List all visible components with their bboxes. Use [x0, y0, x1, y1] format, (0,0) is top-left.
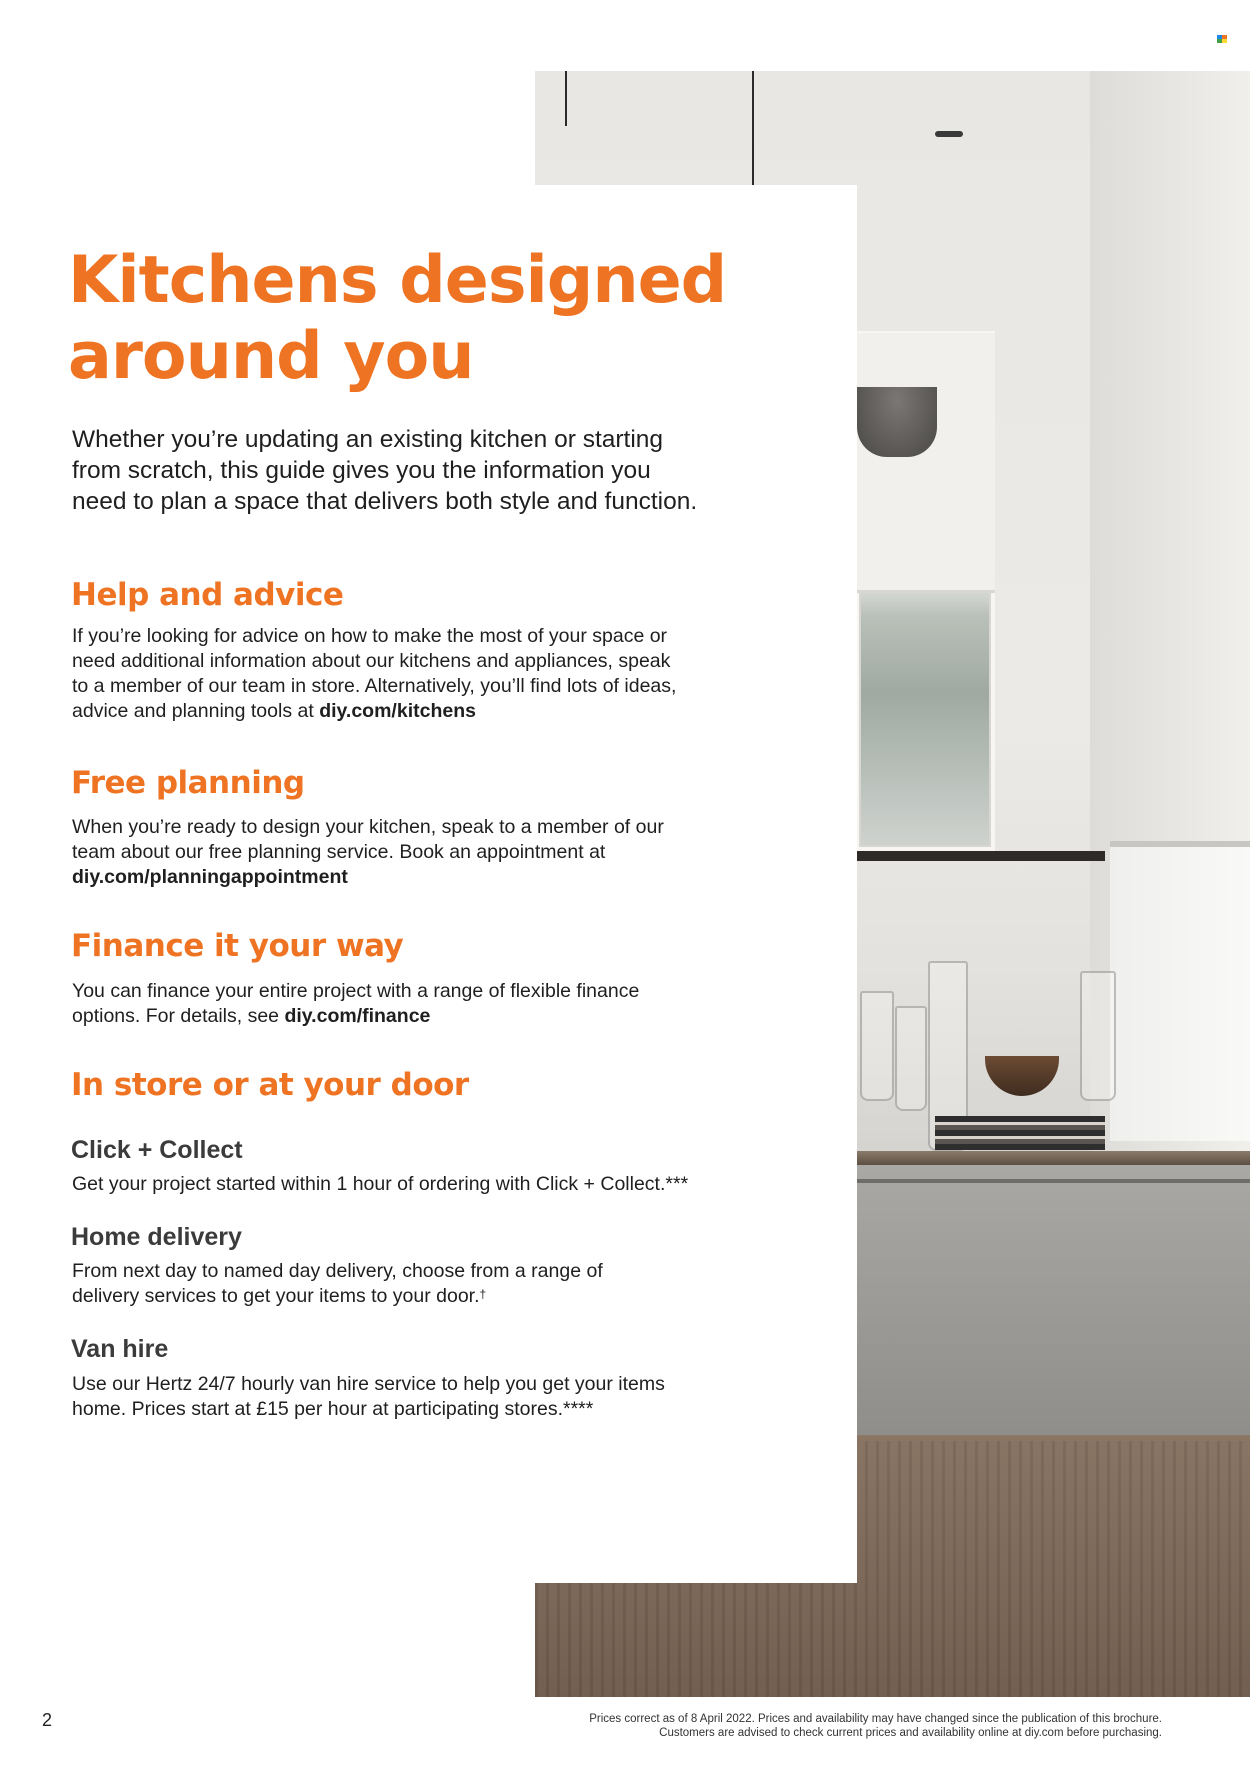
roller-blind [855, 333, 995, 593]
home-delivery-line [72, 1284, 772, 1309]
counter-top [835, 851, 1105, 861]
ceiling-spotlight [935, 131, 963, 137]
planning-line: team about our free planning service. Book an appointment at [72, 841, 606, 863]
wooden-bowl [985, 1056, 1059, 1096]
planning-text [72, 815, 772, 890]
planning-heading: Free planning [71, 765, 305, 801]
help-text [72, 624, 772, 724]
finance-line: You can finance your entire project with a range of flexible finance [72, 980, 640, 1002]
home-delivery-title: Home delivery [71, 1223, 242, 1251]
wall-cabinet [1110, 841, 1250, 1141]
title-line-1: Kitchens designed [68, 243, 727, 318]
glass-vase [1080, 971, 1116, 1101]
store-heading: In store or at your door [71, 1067, 469, 1103]
pendant-cord [565, 71, 567, 126]
click-collect-line: Get your project started within 1 hour of ordering with Click + Collect.*** [72, 1173, 689, 1195]
click-collect-text [72, 1172, 772, 1197]
finance-link[interactable]: diy.com/finance [284, 1005, 431, 1027]
intro-line: Whether you’re updating an existing kitchen or starting [72, 426, 664, 453]
wine-glass [860, 991, 894, 1101]
van-hire-title: Van hire [71, 1335, 169, 1363]
title-line-2: around you [68, 319, 474, 394]
finance-heading: Finance it your way [71, 928, 404, 964]
island-worktop [835, 1151, 1250, 1165]
van-hire-text [72, 1372, 772, 1422]
click-collect-title: Click + Collect [71, 1136, 243, 1164]
page-title [68, 243, 828, 395]
intro-line: need to plan a space that delivers both style and function. [72, 488, 698, 515]
finance-line-prefix: options. For details, see [72, 1005, 285, 1027]
island-cabinet [835, 1165, 1250, 1435]
planning-line: When you’re ready to design your kitchen, speak to a member of our [72, 816, 664, 838]
help-line: need additional information about our kitchens and appliances, speak [72, 650, 671, 672]
finance-line [72, 1004, 772, 1029]
home-delivery-line2-text: delivery services to get your items to your door. [72, 1285, 480, 1307]
footer-disclaimer [589, 1712, 1162, 1740]
help-line-prefix: advice and planning tools at [72, 700, 320, 722]
home-delivery-line: From next day to named day delivery, choose from a range of [72, 1260, 603, 1282]
help-line: If you’re looking for advice on how to make the most of your space or [72, 625, 668, 647]
stacked-books [935, 1116, 1105, 1150]
help-heading: Help and advice [71, 577, 344, 613]
kitchens-link[interactable]: diy.com/kitchens [319, 700, 476, 722]
intro-line: from scratch, this guide gives you the information you [72, 457, 651, 484]
intro-paragraph [72, 424, 792, 517]
home-delivery-text [72, 1259, 772, 1309]
finance-text [72, 979, 772, 1029]
van-hire-line: Use our Hertz 24/7 hourly van hire service to help you get your items [72, 1373, 665, 1395]
van-hire-line: home. Prices start at £15 per hour at participating stores.**** [72, 1398, 594, 1420]
page-number: 2 [42, 1710, 53, 1730]
disclaimer-line: Customers are advised to check current prices and availability online at diy.com before purchasing. [659, 1727, 1162, 1739]
wine-glass [895, 1006, 927, 1111]
planning-line [72, 865, 772, 890]
island-handle-rail [835, 1179, 1250, 1183]
brand-mark-icon [1217, 35, 1227, 43]
help-line [72, 699, 772, 724]
dagger-mark: † [479, 1287, 487, 1301]
disclaimer-line: Prices correct as of 8 April 2022. Prices and availability may have changed since the publication of this brochure. [589, 1713, 1162, 1725]
planning-appointment-link[interactable]: diy.com/planningappointment [72, 866, 348, 888]
help-line: to a member of our team in store. Alternatively, you’ll find lots of ideas, [72, 675, 677, 697]
pendant-lamp-shade [857, 387, 937, 457]
